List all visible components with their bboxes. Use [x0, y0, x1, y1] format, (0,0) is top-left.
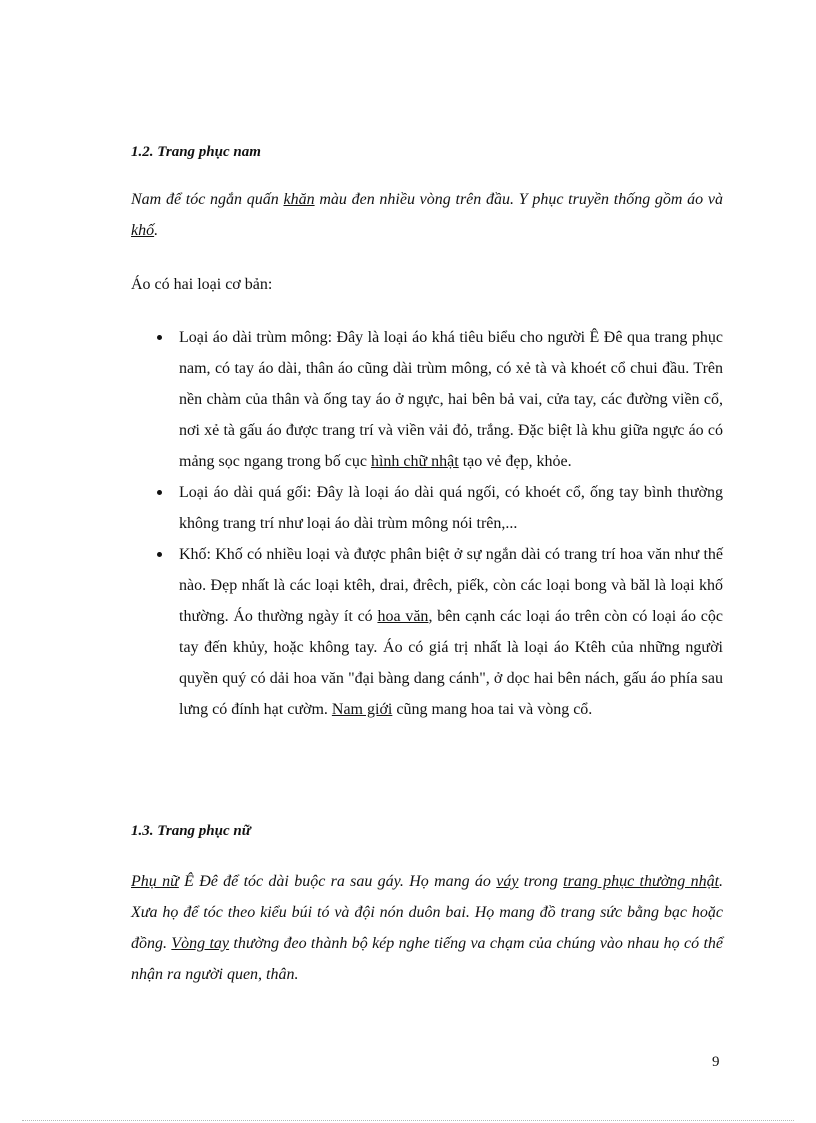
link-phu-nu[interactable]: Phụ nữ [131, 873, 179, 890]
garment-bullet-list [131, 322, 723, 725]
link-nam-gioi[interactable]: Nam giới [331, 701, 393, 718]
link-vay[interactable]: váy [496, 873, 519, 890]
text-run: thường đeo thành bộ kép nghe tiếng va chạm của chúng vào nhau họ có thể nhận ra người quen, thân. [131, 935, 724, 983]
bullet-icon [157, 552, 162, 557]
list-item [131, 477, 723, 539]
list-item [131, 322, 723, 477]
text-run: Loại áo dài quá gối: Đây là loại áo dài quá ngối, có khoét cổ, ống tay bình thường không trang trí như loại áo dài trùm mông nói trên,... [179, 484, 723, 532]
text-run: màu đen nhiều vòng trên đầu. Y phục truyền thống gồm áo và [314, 191, 724, 208]
text-run: Nam để tóc ngắn quấn [131, 191, 284, 208]
women-paragraph [131, 866, 723, 990]
page-number: 9 [712, 1054, 720, 1070]
link-vong-tay[interactable]: Vòng tay [171, 935, 230, 952]
bullet-icon [157, 490, 162, 495]
link-hoa-van[interactable]: hoa văn [377, 608, 429, 625]
bullet-icon [157, 335, 162, 340]
link-trang-phuc-thuong-nhat[interactable]: trang phục thường nhật [563, 873, 720, 890]
section-heading-women: 1.3. Trang phục nữ [131, 823, 251, 839]
page-bottom-divider [22, 1120, 794, 1121]
text-run: Loại áo dài trùm mông: Đây là loại áo khá tiêu biểu cho người Ê Đê qua trang phục nam, có tay áo dài, thân áo cũng dài trùm mông, có xẻ tà và khoét cổ chui đầu. Trên nền chàm của thân và ống tay áo ở ngực, hai bên bả vai, cửa tay, các đường viền cổ, nơi xẻ tà gấu áo được trang trí và viền vải đỏ, trắng. Đặc biệt là khu giữa ngực áo có mảng sọc ngang trong bố cục [179, 329, 723, 470]
text-run: Ê Đê để tóc dài buộc ra sau gáy. Họ mang áo [178, 873, 497, 890]
link-hinh-chu-nhat[interactable]: hình chữ nhật [370, 453, 459, 470]
text-run: , bên cạnh các loại áo trên còn có loại áo cộc tay đến khủy, hoặc không tay. Áo có giá trị nhất là loại áo Ktêh của những người quyền quý có dải hoa văn "đại bàng dang cánh", ở dọc hai bên nách, gấu áo phía sau lưng có đính hạt cườm. [179, 608, 724, 718]
men-intro-paragraph [131, 184, 723, 246]
text-run: cũng mang hoa tai và vòng cổ. [392, 701, 593, 718]
text-run: . Xưa họ để tóc theo kiểu búi tó và đội nón duôn bai. Họ mang đồ trang sức bằng bạc hoặc đồng. [131, 873, 724, 952]
text-run: tạo vẻ đẹp, khỏe. [458, 453, 572, 470]
text-run: Khố: Khố có nhiều loại và được phân biệt ở sự ngắn dài có trang trí hoa văn như thế nào. Đẹp nhất là các loại ktêh, drai, đrêch, piếk, còn các loại bong và băl là loại khố thường. Áo thường ngày ít có [179, 546, 723, 625]
lead-sentence: Áo có hai loại cơ bản: [131, 276, 273, 293]
section-heading-men: 1.2. Trang phục nam [131, 144, 261, 160]
list-item [131, 539, 723, 725]
text-run: trong [518, 873, 564, 890]
link-kho[interactable]: khố [131, 222, 155, 239]
link-khan[interactable]: khăn [283, 191, 315, 208]
text-run: . [154, 222, 159, 239]
